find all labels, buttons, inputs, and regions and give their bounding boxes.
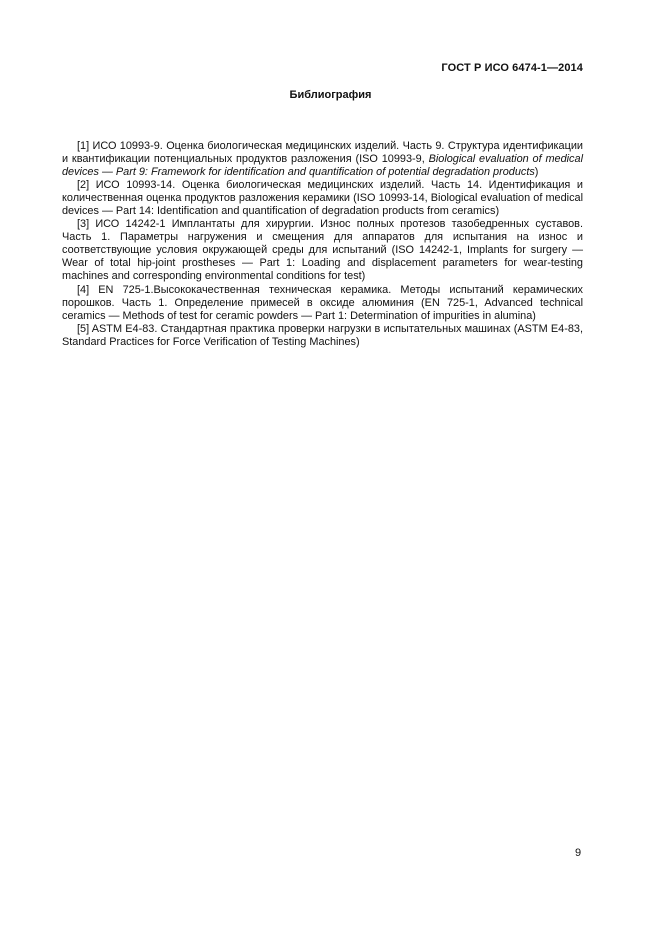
bibliography-entry-4 [62, 284, 583, 323]
page-number: 9 [575, 847, 582, 859]
entry-italic-title: Biological evaluation of medical devices — Part 9: Framework for identification and quantification of potential degradation products [62, 153, 583, 179]
entry-number: [5] [77, 322, 90, 335]
entry-number: [3] [77, 218, 90, 231]
section-title: Библиография [289, 89, 372, 101]
bibliography-entry-2 [62, 179, 583, 218]
entry-text: ИСО 14242-1 Имплантаты для хирургии. Износ полных протезов тазобедренных суставов. Часть 1. Параметры нагружения и смещения для аппаратов для испытания на износ и соответствующие условия окружающей среды для испытаний (ISO 14242-1, Implants for surgery — Wear of total hip-joint prostheses — Part 1: Loading and displacement parameters for wear-testing machines and corresponding environmental conditions for test) [62, 218, 583, 283]
bibliography-entry-1 [62, 140, 583, 179]
standard-code-header: ГОСТ Р ИСО 6474-1—2014 [441, 62, 583, 74]
entry-text-end: ) [534, 166, 539, 179]
entry-text: EN 725-1.Высококачественная техническая керамика. Методы испытаний керамических порошков. Часть 1. Определение примесей в оксиде алюминия (EN 725-1, Advanced technical ceramics — Methods of test for ceramic powders — Part 1: Determination of impurities in alumina) [62, 283, 583, 322]
bibliography-entry-3 [62, 218, 583, 283]
bibliography-entry-5 [62, 323, 583, 349]
entry-text: ИСО 10993-9. Оценка биологическая медицинских изделий. Часть 9. Структура идентификации и квантификации потенциальных продуктов разложения (ISO 10993-9, [62, 140, 583, 166]
entry-number: [4] [77, 283, 90, 296]
entry-number: [2] [77, 179, 90, 192]
bibliography-list [62, 140, 583, 349]
entry-number: [1] [77, 140, 90, 152]
entry-text: ASTM E4-83. Стандартная практика проверки нагрузки в испытательных машинах (ASTM E4-83, Standard Practices for Force Verification of Testing Machines) [62, 322, 583, 348]
entry-text: ИСО 10993-14. Оценка биологическая медицинских изделий. Часть 14. Идентификация и количественная оценка продуктов разложения керамики (ISO 10993-14, Biological evaluation of medical devices — Part 14: Identification and quantification of degradation products from ceramics) [62, 179, 583, 218]
